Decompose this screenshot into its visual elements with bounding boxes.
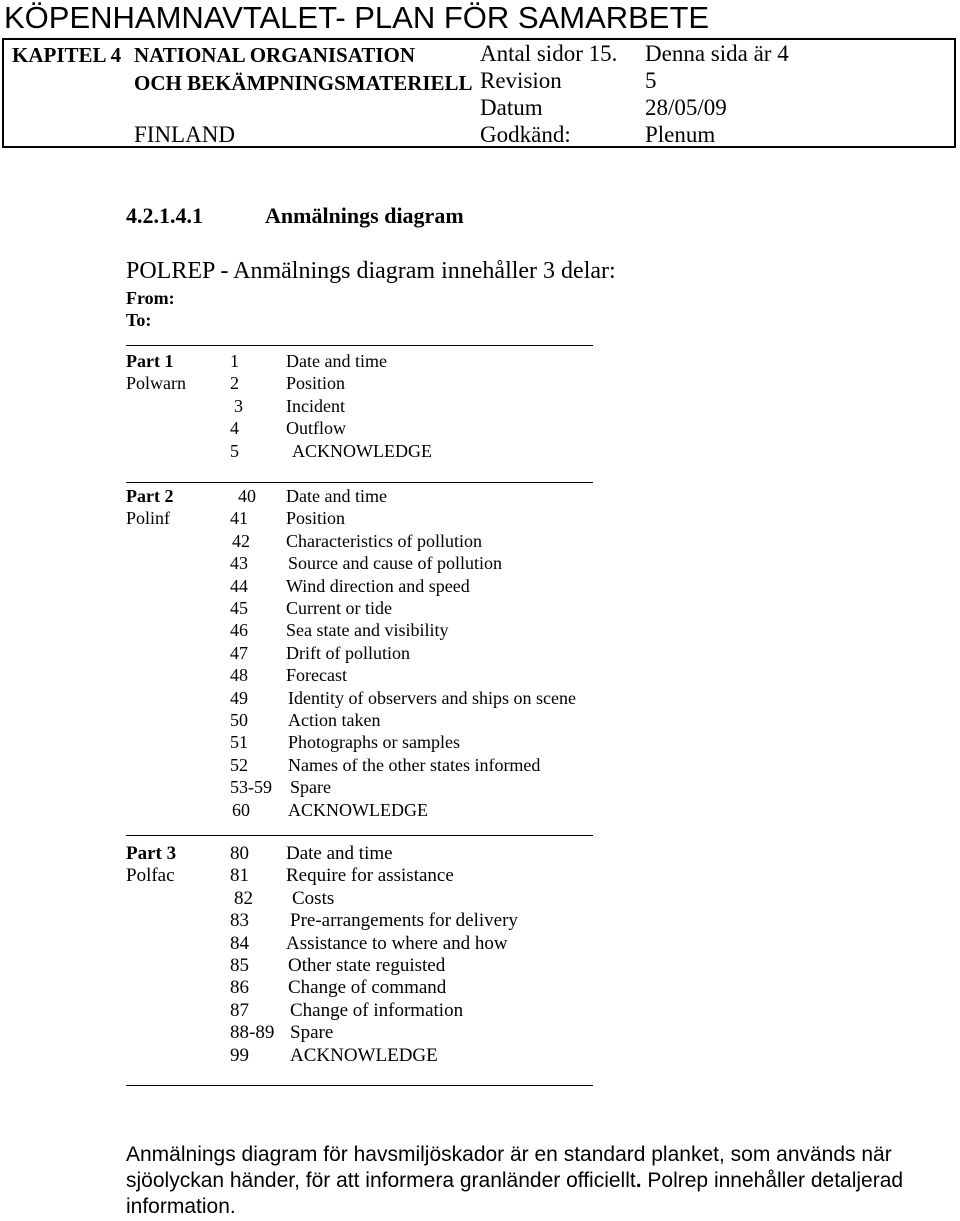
item-label: Wind direction and speed	[286, 575, 470, 596]
footer-text-bold: .	[635, 1169, 642, 1192]
divider	[126, 482, 593, 483]
part-code: Polwarn	[126, 373, 186, 394]
chapter-label: KAPITEL 4	[12, 43, 122, 67]
item-number: 84	[230, 932, 249, 954]
item-number: 43	[230, 553, 248, 574]
item-label: Characteristics of pollution	[286, 530, 482, 551]
item-label: Require for assistance	[286, 865, 454, 887]
revision-value: 5	[645, 68, 657, 93]
item-label: Drift of pollution	[286, 642, 410, 663]
approved-value: Plenum	[645, 122, 716, 147]
item-number: 4	[230, 418, 239, 439]
item-label: Change of command	[288, 977, 447, 999]
item-number: 53-59	[230, 777, 272, 798]
approved-label: Godkänd:	[480, 122, 571, 147]
divider	[126, 835, 593, 836]
item-label: Incident	[286, 395, 345, 416]
footer-text-end: Polrep innehåller detaljerad information.	[126, 1169, 904, 1218]
document-title: KÖPENHAMNAVTALET- PLAN FÖR SAMARBETE	[4, 0, 710, 35]
footer-text: Anmälnings diagram för havsmiljöskador är en standard planket, som används när sjöolyckan händer, för att informera granländer officiellt	[126, 1143, 892, 1192]
item-label: Spare	[290, 777, 331, 798]
item-label: Position	[286, 373, 346, 394]
item-label: Source and cause of pollution	[288, 553, 502, 574]
item-label: Forecast	[286, 665, 347, 686]
item-label: Pre-arrangements for delivery	[290, 910, 518, 932]
date-label: Datum	[480, 95, 543, 120]
item-number: 52	[230, 754, 248, 775]
chapter-title-line1: NATIONAL ORGANISATION	[134, 43, 416, 67]
item-label: Action taken	[288, 710, 381, 730]
item-number: 83	[230, 910, 249, 932]
item-number: 1	[230, 351, 239, 371]
item-number: 82	[234, 887, 253, 909]
footer-paragraph	[126, 1142, 946, 1220]
date-value: 28/05/09	[645, 95, 727, 120]
header-box	[2, 38, 956, 148]
polrep-intro: POLREP - Anmälnings diagram innehåller 3 delar:	[126, 258, 616, 284]
revision-label: Revision	[480, 68, 562, 93]
section-number: 4.2.1.4.1	[126, 203, 203, 228]
item-label: Current or tide	[286, 598, 392, 618]
item-number: 2	[230, 373, 239, 394]
item-number: 3	[234, 395, 243, 416]
item-number: 45	[230, 598, 248, 618]
part-name: Part 1	[126, 351, 174, 371]
item-number: 47	[230, 642, 248, 663]
page-number: Denna sida är 4	[645, 41, 789, 66]
item-label: Costs	[292, 887, 335, 909]
item-label: Date and time	[286, 486, 387, 506]
item-label: Position	[286, 508, 346, 529]
part-name: Part 3	[126, 843, 177, 864]
item-number: 80	[230, 843, 249, 864]
part-code: Polinf	[126, 508, 171, 529]
item-label: ACKNOWLEDGE	[290, 1044, 438, 1066]
country: FINLAND	[134, 122, 235, 147]
item-number: 81	[230, 865, 249, 887]
to-label: To:	[126, 310, 152, 330]
item-label: Spare	[290, 1022, 334, 1044]
item-label: Names of the other states informed	[288, 754, 541, 775]
item-number: 87	[230, 999, 249, 1021]
item-number: 99	[230, 1044, 249, 1066]
item-label: Other state reguisted	[288, 955, 446, 976]
item-number: 85	[230, 955, 249, 976]
part-code: Polfac	[126, 865, 175, 887]
item-number: 41	[230, 508, 248, 529]
item-label: Assistance to where and how	[286, 932, 508, 954]
item-number: 40	[238, 486, 256, 506]
item-label: Date and time	[286, 843, 393, 864]
item-number: 88-89	[230, 1022, 275, 1044]
item-number: 51	[230, 732, 248, 753]
item-label: Sea state and visibility	[286, 620, 449, 641]
part-name: Part 2	[126, 486, 174, 506]
item-label: Change of information	[290, 999, 464, 1021]
page-count: Antal sidor 15.	[480, 41, 618, 66]
from-label: From:	[126, 288, 175, 308]
chapter-title-line2: OCH BEKÄMPNINGSMATERIELL	[134, 71, 473, 95]
item-number: 46	[230, 620, 248, 641]
item-number: 50	[230, 710, 248, 730]
item-label: ACKNOWLEDGE	[292, 440, 432, 461]
item-number: 60	[232, 799, 250, 820]
divider	[126, 1085, 593, 1086]
item-label: Outflow	[286, 418, 346, 439]
divider	[126, 345, 593, 346]
item-label: Photographs or samples	[288, 732, 460, 753]
item-number: 86	[230, 977, 249, 999]
item-number: 48	[230, 665, 248, 686]
section-title: Anmälnings diagram	[265, 203, 464, 228]
item-number: 42	[232, 530, 250, 551]
item-number: 5	[230, 440, 239, 461]
item-label: Date and time	[286, 351, 387, 371]
item-number: 44	[230, 575, 248, 596]
item-label: Identity of observers and ships on scene	[288, 687, 576, 708]
item-number: 49	[230, 687, 248, 708]
item-label: ACKNOWLEDGE	[288, 799, 428, 820]
